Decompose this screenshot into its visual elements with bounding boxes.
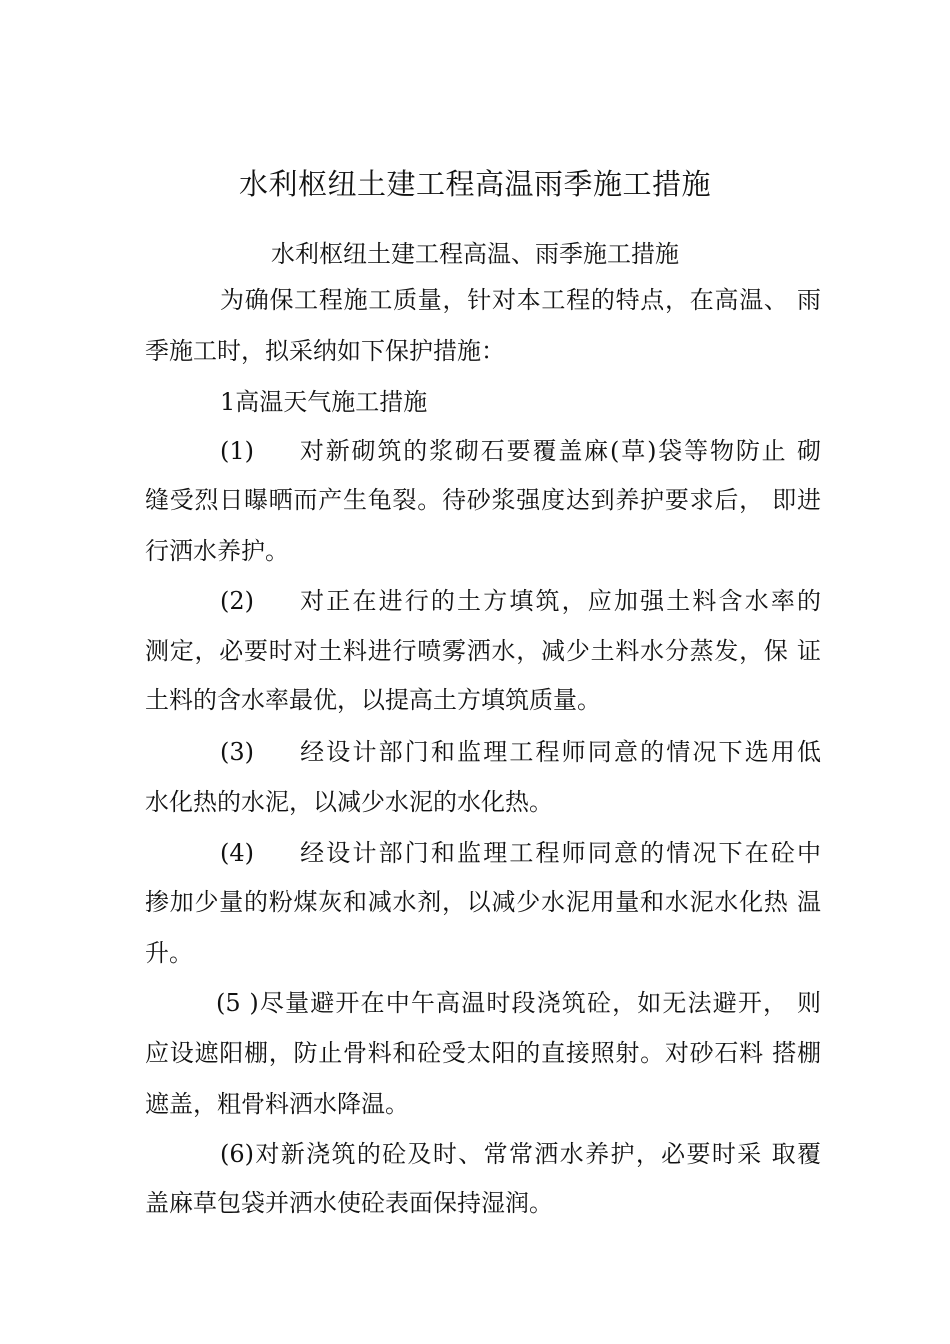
item-2-line-2: 测定，必要时对土料进行喷雾洒水，减少土料水分蒸发，保 证 (145, 637, 821, 665)
item-4-line-2: 掺加少量的粉煤灰和减水剂，以减少水泥用量和水泥水化热 温 (145, 888, 821, 916)
section-heading: 1高温天气施工措施 (220, 388, 428, 416)
item-4-text: 经设计部门和监理工程师同意的情况下在砼中 (298, 839, 821, 867)
item-4-number: (4) (220, 839, 254, 867)
document-subtitle: 水利枢纽土建工程高温、雨季施工措施 (271, 240, 679, 268)
item-4-line-1 (220, 838, 821, 868)
item-3-line-1 (220, 737, 821, 767)
item-2-line-3: 土料的含水率最优，以提高土方填筑质量。 (145, 686, 601, 714)
item-5-line-3: 遮盖，粗骨料洒水降温。 (145, 1090, 409, 1118)
intro-line-2: 季施工时，拟采纳如下保护措施： (145, 337, 505, 365)
item-1-number: (1) (220, 437, 254, 465)
item-6-line-2: 盖麻草包袋并洒水使砼表面保持湿润。 (145, 1189, 553, 1217)
item-2-number: (2) (220, 587, 254, 615)
item-1-line-1 (220, 436, 821, 466)
item-5-line-1: (5 )尽量避开在中午高温时段浇筑砼，如无法避开， 则 (216, 989, 821, 1017)
intro-line-1: 为确保工程施工质量，针对本工程的特点，在高温、 雨 (220, 286, 821, 314)
item-2-text: 对正在进行的土方填筑，应加强土料含水率的 (298, 587, 821, 615)
item-2-line-1 (220, 586, 821, 616)
item-1-line-3: 行洒水养护。 (145, 537, 289, 565)
item-4-line-3: 升。 (145, 939, 193, 967)
item-1-line-2: 缝受烈日曝晒而产生龟裂。待砂浆强度达到养护要求后， 即进 (145, 486, 821, 514)
item-1-text: 对新砌筑的浆砌石要覆盖麻(草)袋等物防止 砌 (298, 437, 821, 465)
item-3-number: (3) (220, 738, 254, 766)
item-3-line-2: 水化热的水泥，以减少水泥的水化热。 (145, 788, 553, 816)
document-title: 水利枢纽土建工程高温雨季施工措施 (238, 167, 711, 201)
item-6-line-1: (6)对新浇筑的砼及时、常常洒水养护，必要时采 取覆 (220, 1140, 821, 1168)
item-3-text: 经设计部门和监理工程师同意的情况下选用低 (298, 738, 821, 766)
item-5-line-2: 应设遮阳棚，防止骨料和砼受太阳的直接照射。对砂石料 搭棚 (145, 1039, 821, 1067)
